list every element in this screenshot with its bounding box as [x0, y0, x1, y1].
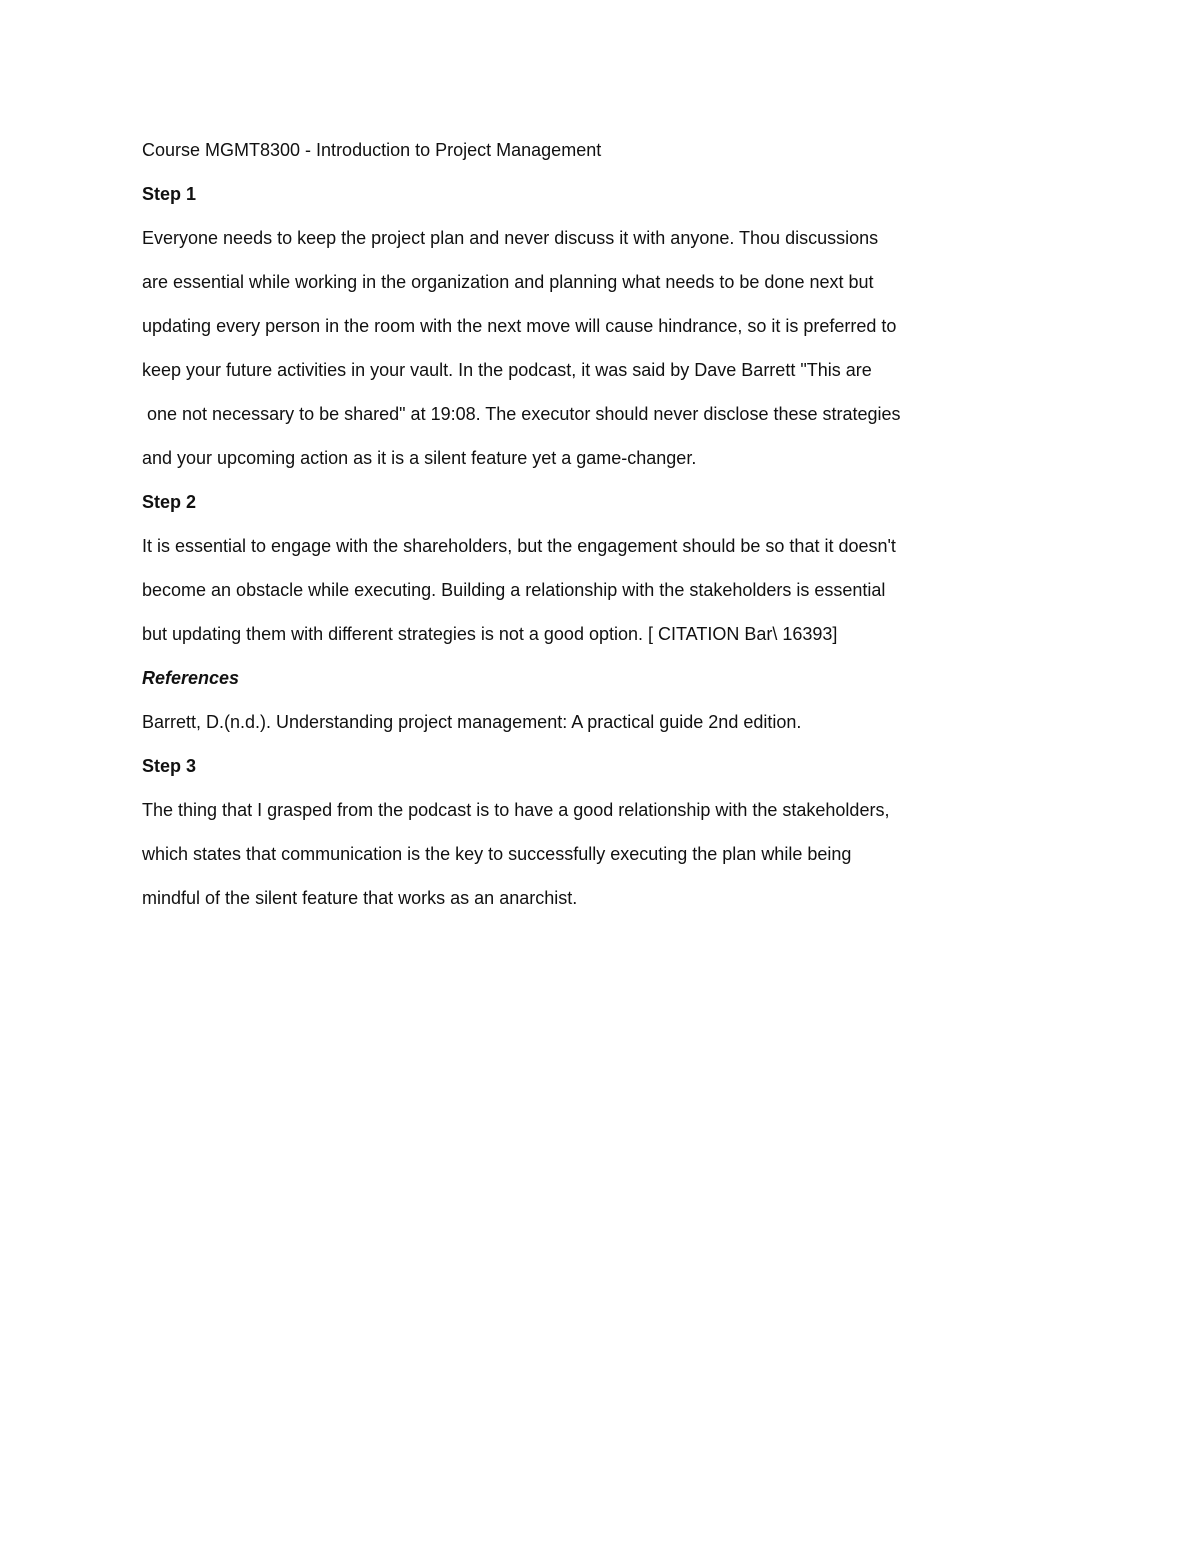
document-title: Course MGMT8300 - Introduction to Project Management — [142, 140, 602, 160]
step1-line: updating every person in the room with the next move will cause hindrance, so it is preferred to — [142, 316, 897, 336]
step1-line: are essential while working in the organization and planning what needs to be done next but — [142, 272, 874, 292]
step1-line: one not necessary to be shared" at 19:08. The executor should never disclose these strategies — [147, 404, 901, 424]
step2-line: It is essential to engage with the shareholders, but the engagement should be so that it doesn't — [142, 536, 896, 556]
step2-line: but updating them with different strategies is not a good option. [ CITATION Bar\ 16393] — [142, 624, 838, 644]
step1-heading: Step 1 — [142, 184, 197, 204]
references-heading: References — [142, 668, 240, 688]
document-body — [142, 139, 1042, 909]
step1-line: Everyone needs to keep the project plan and never discuss it with anyone. Thou discussions — [142, 228, 879, 248]
step1-line: and your upcoming action as it is a silent feature yet a game-changer. — [142, 448, 697, 468]
step3-line: which states that communication is the key to successfully executing the plan while being — [142, 844, 852, 864]
step2-heading: Step 2 — [142, 492, 197, 512]
step3-line: The thing that I grasped from the podcast is to have a good relationship with the stakeholders, — [142, 800, 890, 820]
step2-line: become an obstacle while executing. Building a relationship with the stakeholders is essential — [142, 580, 886, 600]
reference-entry: Barrett, D.(n.d.). Understanding project management: A practical guide 2nd edition. — [142, 712, 802, 732]
step3-line: mindful of the silent feature that works as an anarchist. — [142, 888, 578, 908]
step3-heading: Step 3 — [142, 756, 197, 776]
step1-line: keep your future activities in your vault. In the podcast, it was said by Dave Barrett "This are — [142, 360, 872, 380]
